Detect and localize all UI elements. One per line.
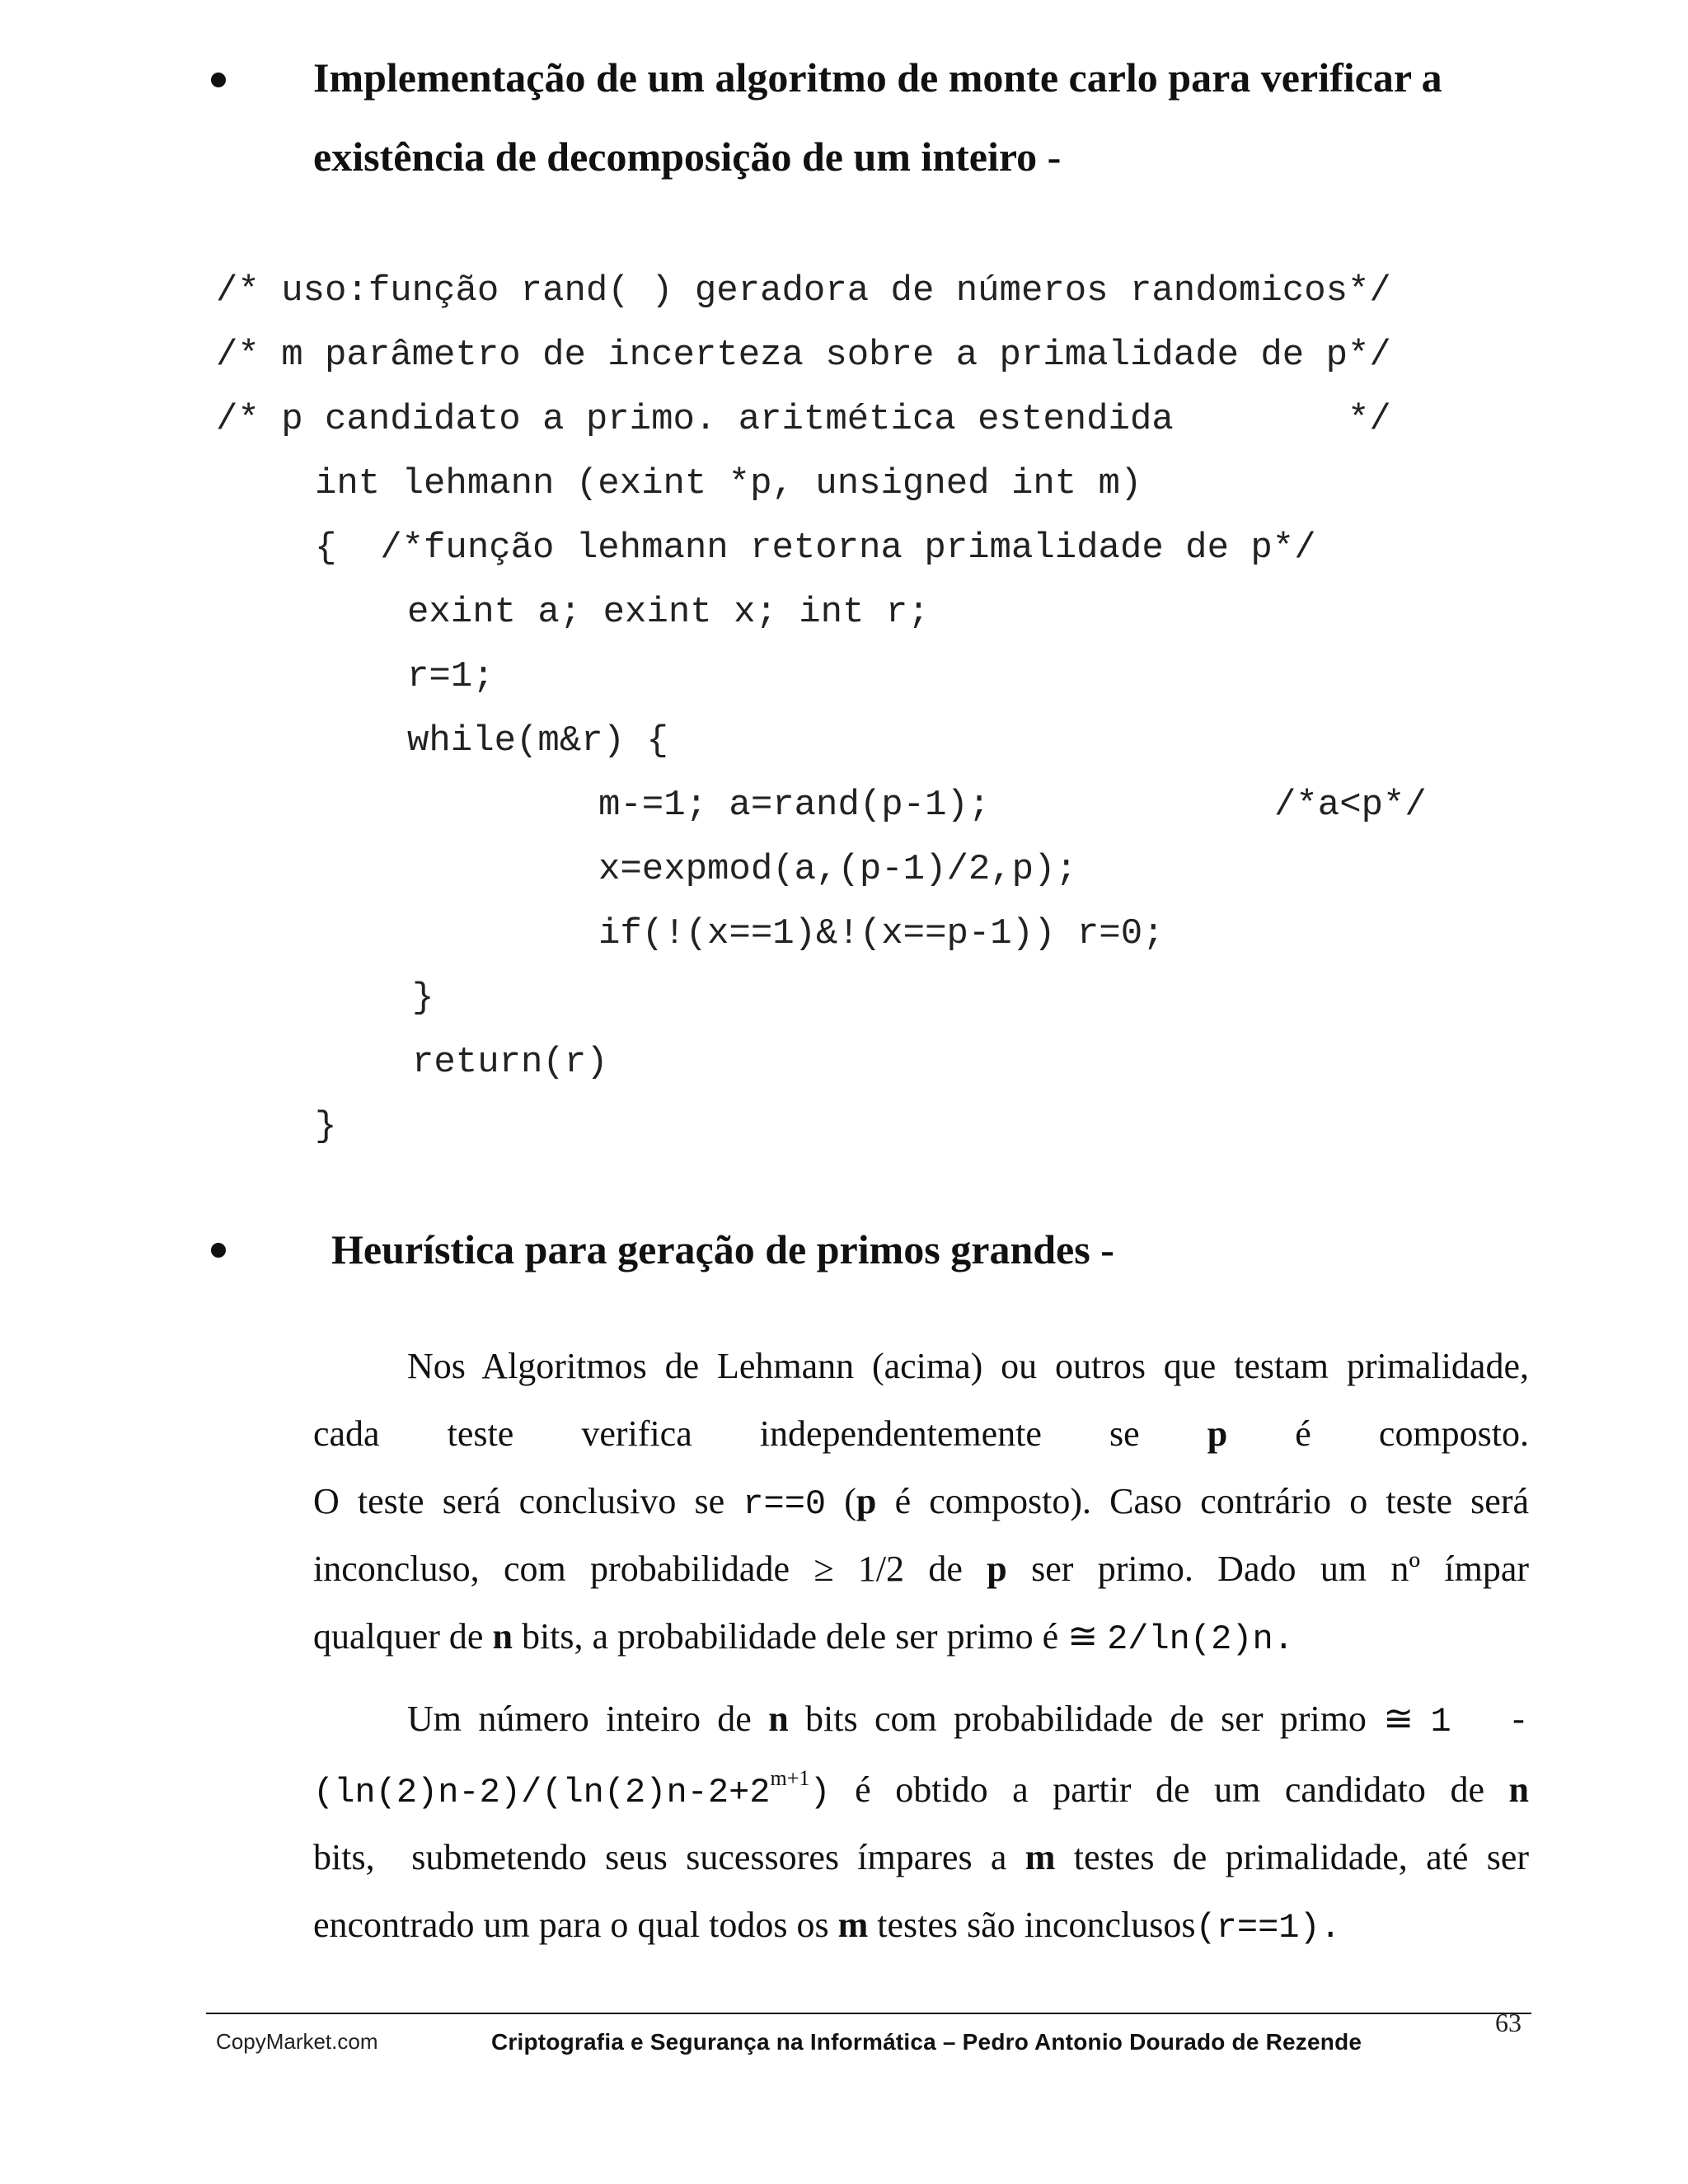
code-line: /* p candidato a primo. aritmética estendida */ [216, 399, 1391, 440]
code-line: return(r) [412, 1042, 608, 1083]
code-line: { /*função lehmann retorna primalidade de p*/ [315, 527, 1316, 569]
code-line: /* m parâmetro de incerteza sobre a primalidade de p*/ [216, 335, 1391, 376]
paragraph-line: bits, submetendo seus sucessores ímpares a m testes de primalidade, até ser [313, 1837, 1530, 1877]
code-comment: /*a<p*/ [1274, 785, 1427, 826]
code-line: int lehmann (exint *p, unsigned int m) [315, 463, 1142, 504]
paragraph-line: cada teste verifica independentemente se p é composto. [313, 1413, 1530, 1454]
code-line: while(m&r) { [407, 720, 668, 762]
code-line: /* uso:função rand( ) geradora de números randomicos*/ [216, 270, 1391, 312]
code-line: } [315, 1106, 337, 1147]
paragraph-line: O teste será conclusivo se r==0 (p é composto). Caso contrário o teste será [313, 1481, 1530, 1524]
paragraph-line: encontrado um para o qual todos os m testes são inconclusos(r==1). [313, 1905, 1341, 1947]
heading-line-2: existência de decomposição de um inteiro - [313, 134, 1062, 180]
code-line: m-=1; a=rand(p-1); [598, 785, 991, 826]
code-line: x=expmod(a,(p-1)/2,p); [598, 849, 1077, 890]
footer-divider [206, 2013, 1531, 2014]
footer-title: Criptografia e Segurança na Informática – Pedro Antonio Dourado de Rezende [491, 2029, 1362, 2055]
paragraph-line: $(\ln(2)n-2)/(\ln(2)n-2+2^{m+1})$ é obtido a partir de um candidato de n [313, 1766, 1529, 1812]
bullet-icon [211, 1243, 226, 1258]
code-line: } [412, 977, 434, 1019]
code-line: if(!(x==1)&!(x==p-1)) r=0; [598, 913, 1165, 954]
paragraph-line: Um número inteiro de n bits com probabilidade de ser primo ≅ 1 - [407, 1699, 1530, 1741]
footer-site: CopyMarket.com [216, 2029, 378, 2054]
paragraph-line: qualquer de n bits, a probabilidade dele ser primo é ≅ 2/ln(2)n. [313, 1616, 1294, 1659]
bullet-icon [211, 73, 226, 87]
section-heading [313, 38, 1442, 196]
section-heading: Heurística para geração de primos grandes - [331, 1226, 1114, 1272]
code-line: exint a; exint x; int r; [407, 592, 930, 633]
paragraph-line: inconcluso, com probabilidade ≥ 1/2 de p ser primo. Dado um nº ímpar [313, 1549, 1529, 1589]
paragraph-line: Nos Algoritmos de Lehmann (acima) ou outros que testam primalidade, [407, 1346, 1529, 1386]
code-line: r=1; [407, 656, 495, 697]
heading-line-1: Implementação de um algoritmo de monte carlo para verificar a [313, 54, 1442, 101]
page-number: 63 [1495, 2008, 1522, 2037]
